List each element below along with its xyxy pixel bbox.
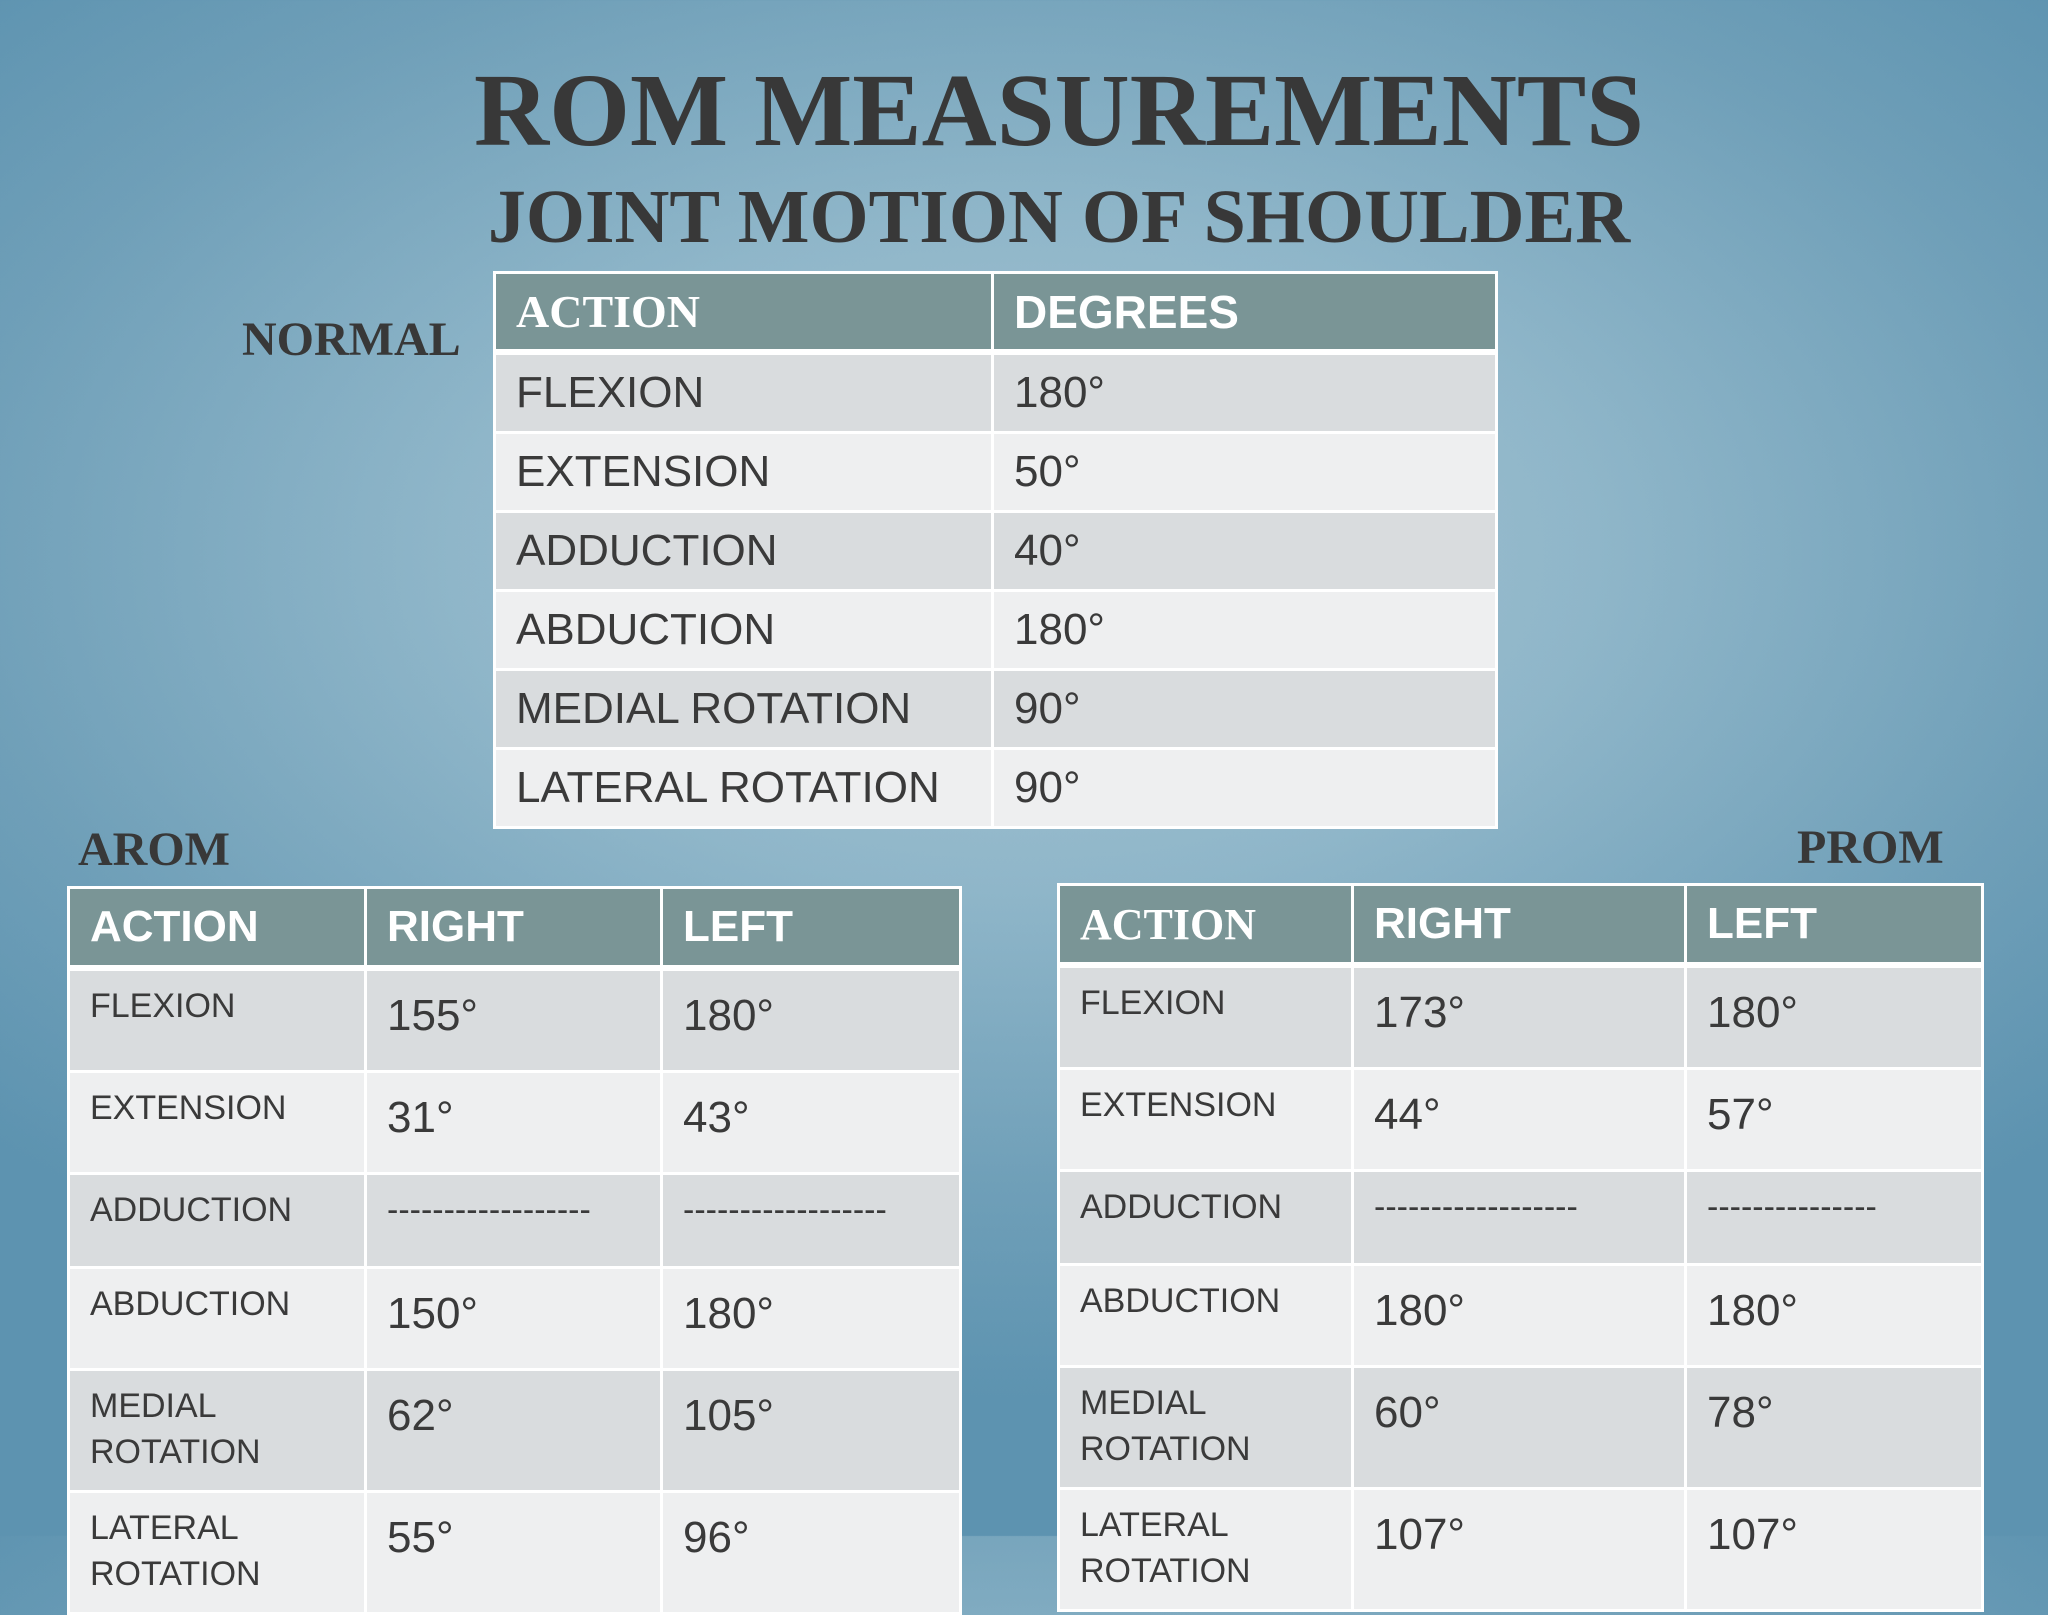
right-cell: 55° <box>366 1492 662 1614</box>
action-cell: ABDUCTION <box>495 591 993 670</box>
action-cell: MEDIAL ROTATION <box>69 1370 366 1492</box>
left-cell: --------------- <box>1686 1171 1983 1265</box>
table-row <box>69 1370 961 1492</box>
header-action: ACTION <box>69 888 366 969</box>
action-cell: LATERAL ROTATION <box>1059 1489 1353 1611</box>
table-row <box>495 352 1497 433</box>
table-row <box>69 1268 961 1370</box>
action-cell: EXTENSION <box>1059 1069 1353 1171</box>
header-left: LEFT <box>662 888 961 969</box>
header-left: LEFT <box>1686 885 1983 966</box>
table-row <box>495 670 1497 749</box>
left-cell: ------------------ <box>662 1174 961 1268</box>
header-right: RIGHT <box>1353 885 1686 966</box>
left-cell: 180° <box>662 1268 961 1370</box>
degrees-cell: 40° <box>993 512 1497 591</box>
normal-table <box>493 271 1498 829</box>
left-cell: 180° <box>1686 965 1983 1069</box>
arom-label: AROM <box>78 823 230 876</box>
degrees-cell: 90° <box>993 749 1497 828</box>
right-cell: 44° <box>1353 1069 1686 1171</box>
normal-label: NORMAL <box>242 313 461 366</box>
header-right: RIGHT <box>366 888 662 969</box>
table-row <box>69 1072 961 1174</box>
table-row <box>495 512 1497 591</box>
table-row <box>69 968 961 1072</box>
header-action: ACTION <box>1059 885 1353 966</box>
right-cell: 31° <box>366 1072 662 1174</box>
page-title: ROM MEASUREMENTS <box>473 53 1645 168</box>
action-cell: ADDUCTION <box>495 512 993 591</box>
table-row <box>69 1492 961 1614</box>
action-cell: FLEXION <box>69 968 366 1072</box>
left-cell: 180° <box>662 968 961 1072</box>
table-row <box>69 1174 961 1268</box>
right-cell: 107° <box>1353 1489 1686 1611</box>
action-cell: FLEXION <box>495 352 993 433</box>
action-cell: MEDIAL ROTATION <box>1059 1367 1353 1489</box>
degrees-cell: 180° <box>993 352 1497 433</box>
table-header-row <box>69 888 961 969</box>
action-cell: EXTENSION <box>495 433 993 512</box>
table-row <box>1059 1367 1983 1489</box>
right-cell: 60° <box>1353 1367 1686 1489</box>
table-row <box>1059 1265 1983 1367</box>
left-cell: 105° <box>662 1370 961 1492</box>
degrees-cell: 180° <box>993 591 1497 670</box>
action-cell: ABDUCTION <box>69 1268 366 1370</box>
action-cell: MEDIAL ROTATION <box>495 670 993 749</box>
degrees-cell: 90° <box>993 670 1497 749</box>
right-cell: 150° <box>366 1268 662 1370</box>
prom-label: PROM <box>1797 821 1944 874</box>
action-cell: LATERAL ROTATION <box>69 1492 366 1614</box>
action-cell: ADDUCTION <box>1059 1171 1353 1265</box>
left-cell: 180° <box>1686 1265 1983 1367</box>
header-degrees: DEGREES <box>993 273 1497 353</box>
table-row <box>495 749 1497 828</box>
table-header-row <box>1059 885 1983 966</box>
action-cell: ABDUCTION <box>1059 1265 1353 1367</box>
right-cell: 62° <box>366 1370 662 1492</box>
left-cell: 43° <box>662 1072 961 1174</box>
left-cell: 96° <box>662 1492 961 1614</box>
header-action: ACTION <box>495 273 993 353</box>
table-row <box>495 591 1497 670</box>
right-cell: 180° <box>1353 1265 1686 1367</box>
table-row <box>1059 1069 1983 1171</box>
left-cell: 78° <box>1686 1367 1983 1489</box>
table-row <box>1059 1171 1983 1265</box>
table-row <box>495 433 1497 512</box>
table-header-row <box>495 273 1497 353</box>
prom-table <box>1057 883 1984 1612</box>
right-cell: 173° <box>1353 965 1686 1069</box>
action-cell: LATERAL ROTATION <box>495 749 993 828</box>
left-cell: 57° <box>1686 1069 1983 1171</box>
table-row <box>1059 965 1983 1069</box>
right-cell: ------------------ <box>1353 1171 1686 1265</box>
degrees-cell: 50° <box>993 433 1497 512</box>
right-cell: ------------------ <box>366 1174 662 1268</box>
table-row <box>1059 1489 1983 1611</box>
action-cell: EXTENSION <box>69 1072 366 1174</box>
action-cell: FLEXION <box>1059 965 1353 1069</box>
arom-table <box>67 886 962 1615</box>
left-cell: 107° <box>1686 1489 1983 1611</box>
right-cell: 155° <box>366 968 662 1072</box>
page-subtitle: JOINT MOTION OF SHOULDER <box>487 175 1631 259</box>
action-cell: ADDUCTION <box>69 1174 366 1268</box>
